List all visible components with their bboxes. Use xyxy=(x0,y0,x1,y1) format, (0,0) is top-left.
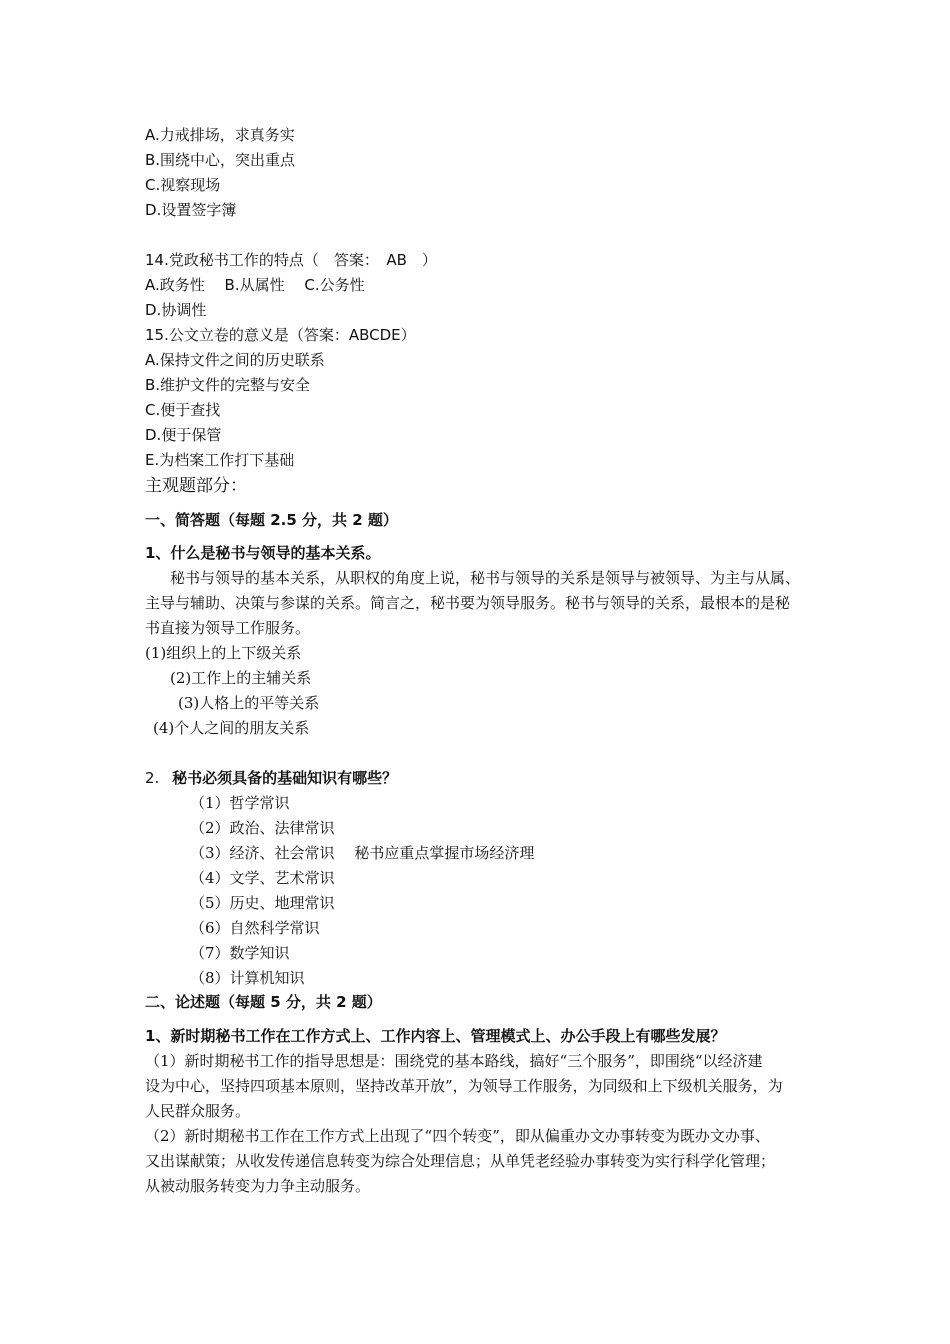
question-15-option-c: C.便于查找 xyxy=(145,401,221,419)
short-answer-q2-item-8: （8）计算机知识 xyxy=(190,969,305,987)
subjective-section-heading: 主观题部分： xyxy=(145,476,247,496)
short-answer-q1-para-line-3: 书直接为领导工作服务。 xyxy=(145,619,311,637)
short-answer-q2-item-4: （4）文学、艺术常识 xyxy=(190,869,335,887)
short-answer-q2-item-5: （5）历史、地理常识 xyxy=(190,894,335,912)
question-14-stem: 14.党政秘书工作的特点（ 答案： AB ） xyxy=(145,251,437,269)
option-c: C.视察现场 xyxy=(145,176,221,194)
essay-q1-p2-line-3: 从被动服务转变为力争主动服务。 xyxy=(145,1177,371,1195)
question-14-option-d: D.协调性 xyxy=(145,301,207,319)
option-a: A.力戒排场，求真务实 xyxy=(145,126,295,144)
question-15-option-b: B.维护文件的完整与安全 xyxy=(145,376,311,394)
short-answer-q2-number: 2. xyxy=(145,769,160,787)
short-answer-q1-item-4: (4)个人之间的朋友关系 xyxy=(153,719,310,737)
short-answer-q2-item-2: （2）政治、法律常识 xyxy=(190,819,335,837)
question-15-option-a: A.保持文件之间的历史联系 xyxy=(145,351,325,369)
question-15-stem: 15.公文立卷的意义是（答案：ABCDE） xyxy=(145,326,416,344)
question-15-option-d: D.便于保管 xyxy=(145,426,222,444)
question-15-option-e: E.为档案工作打下基础 xyxy=(145,451,295,469)
short-answer-q1-para-line-1: 秘书与领导的基本关系，从职权的角度上说，秘书与领导的关系是领导与被领导、为主与从属、 xyxy=(170,569,801,587)
essay-heading: 二、论述题（每题 5 分，共 2 题） xyxy=(145,993,382,1011)
short-answer-q1-para-line-2: 主导与辅助、决策与参谋的关系。简言之，秘书要为领导服务。秘书与领导的关系，最根本的是秘 xyxy=(145,594,791,612)
option-d: D.设置签字簿 xyxy=(145,201,237,219)
short-answer-q1-item-2: (2)工作上的主辅关系 xyxy=(170,669,312,687)
essay-q1-p1-line-1: （1）新时期秘书工作的指导思想是：围绕党的基本路线，搞好“三个服务”，即围绕“以经济建 xyxy=(145,1052,763,1070)
short-answer-q2-item-7: （7）数学知识 xyxy=(190,944,290,962)
short-answer-q2-title xyxy=(145,768,397,788)
short-answer-q2-item-1: （1）哲学常识 xyxy=(190,794,290,812)
short-answer-q1-item-1: (1)组织上的上下级关系 xyxy=(145,644,302,662)
short-answer-heading: 一、简答题（每题 2.5 分，共 2 题） xyxy=(145,511,398,529)
short-answer-q2-text: 秘书必须具备的基础知识有哪些？ xyxy=(172,769,398,787)
essay-q1-title: 1、新时期秘书工作在工作方式上、工作内容上、管理模式上、办公手段上有哪些发展？ xyxy=(145,1027,726,1045)
short-answer-q1-item-3: (3)人格上的平等关系 xyxy=(178,694,320,712)
question-14-options: A.政务性 B.从属性 C.公务性 xyxy=(145,276,365,294)
essay-q1-p2-line-2: 又出谋献策；从收发传递信息转变为综合处理信息；从单凭老经验办事转变为实行科学化管理； xyxy=(145,1152,776,1170)
option-b: B.围绕中心，突出重点 xyxy=(145,151,296,169)
short-answer-q1-title: 1、什么是秘书与领导的基本关系。 xyxy=(145,544,381,562)
short-answer-q2-item-6: （6）自然科学常识 xyxy=(190,919,320,937)
essay-q1-p2-line-1: （2）新时期秘书工作在工作方式上出现了“四个转变”，即从偏重办文办事转变为既办文办事、 xyxy=(145,1127,770,1145)
essay-q1-p1-line-2: 设为中心，坚持四项基本原则，坚持改革开放”，为领导工作服务，为同级和上下级机关服务，为 xyxy=(145,1077,783,1095)
essay-q1-p1-line-3: 人民群众服务。 xyxy=(145,1102,251,1120)
short-answer-q2-item-3: （3）经济、社会常识 秘书应重点掌握市场经济理 xyxy=(190,844,535,862)
